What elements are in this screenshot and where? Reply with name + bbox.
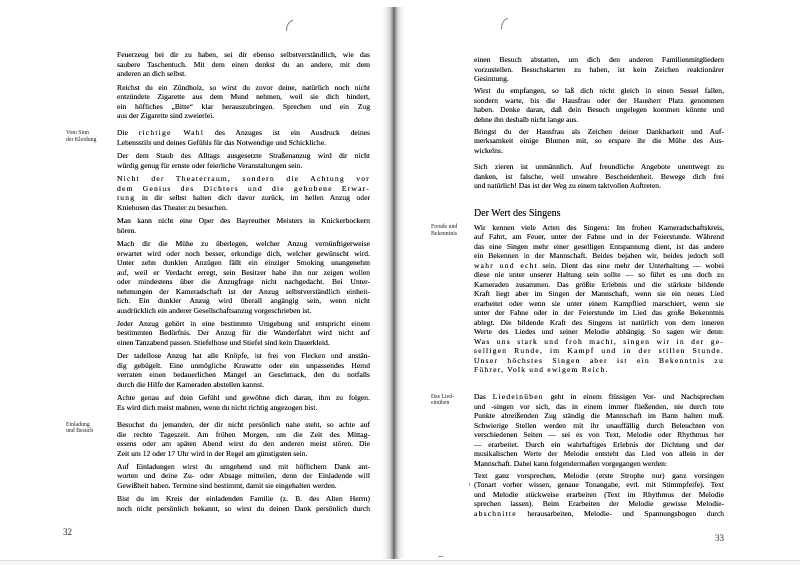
- text-line: einen Tanzabend passen. Stiefelhose und Stiefel sind kein Dauerkleid.: [117, 337, 330, 347]
- text-line: Lebensstils und deines Gefühls für das Notwendige und Schickliche.: [117, 137, 326, 147]
- text-line: vorzustellen. Besuchskarten zu haben, ist kein Zeichen reaktionärer: [474, 64, 724, 74]
- text-line: Auf Einladungen wirst du umgehend und mit höflichem Dank ant-: [117, 461, 370, 471]
- text-line: auf Fahrt, am Feuer, unter der Fahne und in der Feierstunde. Während: [474, 232, 724, 242]
- margin-note-line: Einladung: [66, 421, 90, 428]
- text-line: ein Bekennen in der Mannschaft. Beides bejahen wir, beides jedoch soll: [474, 251, 724, 261]
- text-line: verraten einen bedauerlichen Mangel an Geschmack, den du notfalls: [117, 370, 370, 380]
- text-line: haben. Denke daran, daß dein Besuch ungelegen kommen könnte und: [474, 105, 724, 115]
- text-line: Wirst du empfangen, so laß dich nicht gleich in einen Sessel fallen,: [474, 86, 724, 96]
- text-line: ausdrücklich ein anderer Gesellschaftsanzug vorgeschrieben ist.: [117, 305, 312, 315]
- scan-mark: [286, 20, 293, 31]
- text-segment: sein. Dient das eine mehr der Unterhaltung — wobei: [542, 260, 724, 270]
- text-line: ein höfliches „Bitte“ klar herauszubringen. Sprechen und ein Zug: [117, 101, 370, 111]
- text-line: nehmungen der Kameradschaft ist der Anzug selbstverständlich einheit-: [117, 286, 370, 296]
- text-line: Punkte abreißenden Zug ständig die Mannschaft im Bann halten muß.: [474, 411, 724, 421]
- text-line: essens oder am späten Abend wirst du den anderen meist stören. Die: [117, 439, 370, 449]
- text-line: Feuerzeug bei dir zu haben, sei dir ebenso selbstverständlich, wie das: [117, 50, 370, 60]
- text-line: Kniehosen das Theater zu besuchen.: [117, 202, 228, 212]
- text-line: merksamkeit einige Blumen mit, so erspare ihr die Mühe des Aus-: [474, 136, 724, 146]
- text-segment: herausarbeiten, Melodie- und Spannungsbogen durch: [527, 508, 724, 518]
- paragraph: [474, 471, 724, 519]
- text-line: Schwierige Stellen werden mit ihr unauffällig durch Beleuchten von: [474, 420, 724, 430]
- emphasized-text-line: Führer, Volk und ewigem Reich.: [474, 365, 609, 375]
- emphasized-text-line: Unser höchstes Singen aber ist ein Bekenntnis zu: [474, 355, 724, 365]
- paragraph: [474, 223, 724, 375]
- text-line: aus der Zigarette sind zweierlei.: [117, 111, 215, 121]
- scan-speck: [469, 483, 470, 486]
- margin-note-line: Bekenntnis: [431, 230, 458, 237]
- text-line: dig gebügelt. Eine unmögliche Krawatte oder ein unpassendes Hemd: [117, 360, 370, 370]
- right-page: [396, 0, 800, 565]
- paragraph: [117, 50, 370, 79]
- text-segment: in dir selbst halten dich davor zurück, im hellen Anzug oder: [141, 193, 370, 203]
- emphasized-text-line: dem Genius des Dichters und die gehobene Erwar-: [117, 183, 370, 193]
- text-line: — erarbeitet. Durch ein wahrhaftiges Erlebnis der Dichtung und der: [474, 439, 724, 449]
- emphasized-text: wahr und echt: [474, 260, 538, 270]
- text-line: oder mindestens über die Anzugfrage nicht nachgedacht. Bei Unter-: [117, 277, 370, 287]
- paragraph: [474, 55, 724, 84]
- text-line: entzündete Zigarette aus dem Mund nehmen, weil sie dich hindert,: [117, 92, 370, 102]
- text-line: Kraft liegt aber im Singen der Mannschaft, wenn sie ein neues Lied: [474, 289, 724, 299]
- text-line: die rechte Tageszeit. Am frühen Morgen, um die Zeit des Mittag-: [117, 429, 370, 439]
- text-line: Wir kennen viele Arten des Singens: Im frohen Kameradschaftskreis,: [474, 222, 724, 232]
- page-number: 33: [715, 533, 724, 543]
- text-line: [474, 392, 724, 402]
- text-line: hören.: [117, 225, 137, 235]
- paragraph: [117, 420, 370, 458]
- paragraph: [117, 393, 370, 412]
- margin-note-vom-sinn-der-kleidung: [66, 130, 96, 143]
- margin-note-freude-und-bekenntnis: [431, 224, 457, 237]
- text-line: Jeder Anzug gehört in eine bestimmte Umgebung und entspricht einem: [117, 318, 370, 328]
- paragraph: [117, 319, 370, 348]
- text-line: worten und deine Zu- oder Absage mitteilen, denn der Einladende will: [117, 471, 370, 481]
- text-line: Mach dir die Mühe zu überlegen, welcher Anzug vernünftigerweise: [117, 239, 370, 249]
- paragraph: [117, 174, 370, 212]
- paragraph: [474, 127, 724, 156]
- text-segment: Das: [474, 392, 486, 402]
- text-line: auf, weil er Verdacht erregt, sein Besitzer habe ihn nur zeigen wollen: [117, 267, 370, 277]
- text-line: erwartet wird oder noch besser, erkundige dich, welcher gewünscht wird.: [117, 248, 370, 258]
- text-line: ablegt. Die bildende Kraft des Singens ist natürlich von dem inneren: [474, 317, 724, 327]
- paragraph: [117, 128, 370, 147]
- text-line: Man kann nicht eine Oper des Bayreuther Meisters in Knickerbockern: [117, 216, 370, 226]
- paragraph: [474, 162, 724, 191]
- text-line: Es wird dich meist mahnen, wenn du nicht richtig angezogen bist.: [117, 402, 318, 412]
- text-line: [474, 261, 724, 271]
- text-line: Bist du im Kreis der einladenden Familie (z. B. des Alten Herrn): [117, 494, 370, 504]
- page-number: 32: [63, 527, 72, 537]
- text-line: [117, 128, 370, 138]
- paragraph: [117, 351, 370, 389]
- text-line: lich. Ein dunkler Anzug wird überall angängig sein, wenn nicht: [117, 296, 370, 306]
- text-line: einen Besuch abstatten, um dich den anderen Familienmitgliedern: [474, 55, 724, 65]
- book-gutter-shadow: [382, 7, 406, 559]
- text-line: Reichst du ein Zündholz, so wirst du zuvor deine, natürlich noch nicht: [117, 82, 370, 92]
- text-line: Sich zieren ist unmännlich. Auf freundliche Angebote unentwegt zu: [474, 162, 724, 172]
- paragraph: [117, 239, 370, 315]
- text-line: musikalischen Werte der Melodie entsteht das Lied von allein in der: [474, 449, 724, 459]
- text-line: Werte des Liedes und seiner Melodie abhängig. So sagen wir denn:: [474, 327, 724, 337]
- text-segment: geht in einem flüssigen Vor- und Nachsprechen: [550, 392, 724, 402]
- text-line: und -singen vor sich, das in einem immer fließenden, nie durch tote: [474, 401, 724, 411]
- text-line: Der dem Staub des Alltags ausgesetzte Straßenanzug wird dir nicht: [117, 151, 370, 161]
- scan-speck: [438, 556, 443, 557]
- text-line: erarbeitet oder wenn sie unter einem Kampflied marschiert, wenn sie: [474, 298, 724, 308]
- emphasized-text-line: Was uns stark und froh macht, singen wir in der ge-: [474, 336, 724, 346]
- paragraph: [117, 494, 370, 513]
- emphasized-text: tung: [117, 193, 136, 203]
- text-line: verschiedenen Seiten — sei es von Text, Melodie oder Rhythmus her: [474, 430, 724, 440]
- scan-mark: [501, 18, 508, 29]
- paragraph: [474, 392, 724, 468]
- text-line: diese nie unter unserer Haltung sein sollte — so führt es uns doch zu: [474, 270, 724, 280]
- margin-note-line: einüben: [431, 400, 450, 407]
- margin-note-das-liedeinueben: [431, 394, 454, 407]
- paragraph: [117, 216, 370, 235]
- margin-note-line: Das Lied-: [431, 393, 455, 400]
- text-line: Unter zehn dunklen Anzügen fällt ein einziger Smoking unangenehm: [117, 258, 370, 268]
- text-line: Gesinnung.: [474, 74, 509, 84]
- emphasized-text: abschnitte: [474, 508, 517, 518]
- text-line: Der tadellose Anzug hat alle Knöpfe, ist frei von Flecken und anstän-: [117, 351, 370, 361]
- text-line: wickelns.: [474, 145, 503, 155]
- text-line: (Tonart vorher wissen, genaue Tonangabe, evtl. mit Stimmpfeife). Text: [474, 480, 724, 490]
- text-line: Achte genau auf dein Gefühl und gewöhne dich daran, ihm zu folgen.: [117, 393, 370, 403]
- emphasized-text: Liedeinüben: [492, 392, 544, 402]
- emphasized-text-line: Nicht der Theaterraum, sondern die Achtung vor: [117, 174, 370, 184]
- text-line: Mannschaft. Dabei kann folgendermaßen vorgegangen werden:: [474, 458, 668, 468]
- text-line: Besuchst du jemanden, der dir nicht persönlich nahe steht, so achte auf: [117, 420, 370, 430]
- text-line: danken, ist falsche, weil unwahre Bescheidenheit. Bewege dich frei: [474, 171, 724, 181]
- text-line: durch die Hilfe der Kameraden abstellen kannst.: [117, 379, 264, 389]
- text-segment: Die: [117, 128, 128, 138]
- text-line: Bringst du der Hausfrau als Zeichen deiner Dankbarkeit und Auf-: [474, 126, 724, 136]
- text-line: Text ganz vorsprechen, Melodie (erste Strophe nur) ganz vorsingen: [474, 470, 724, 480]
- text-line: [117, 193, 370, 203]
- margin-note-einladung-und-besuch: [66, 422, 93, 435]
- margin-note-line: der Kleidung: [66, 136, 97, 143]
- margin-note-line: Vom Sinn: [66, 130, 89, 136]
- text-line: noch nicht persönlich bekannt, so wirst du deinen Dank persönlich durch: [117, 503, 370, 513]
- text-line: und Melodie stückweise erarbeiten (Text im Rhythmus der Melodie: [474, 489, 724, 499]
- scan-bottom-edge: [0, 560, 800, 565]
- left-page: [0, 0, 392, 565]
- paragraph: [117, 83, 370, 121]
- margin-note-line: Freude und: [431, 224, 458, 230]
- text-line: [474, 509, 724, 519]
- text-segment: des Anzuges ist ein Ausdruck deines: [214, 128, 371, 138]
- text-line: anderen an dich selbst.: [117, 69, 187, 79]
- text-line: und natürlich! Das ist der Weg zu einem taktvollen Auftreten.: [474, 181, 661, 191]
- emphasized-text: richtige Wahl: [138, 128, 205, 138]
- margin-note-line: und Besuch: [66, 428, 94, 435]
- text-line: würdig genug für ernste oder feierliche Veranstaltungen sein.: [117, 160, 303, 170]
- paragraph: [474, 86, 724, 124]
- paragraph: [117, 462, 370, 491]
- text-line: das eine Singen mehr einer geselligen Entspannung dient, ist das andere: [474, 241, 724, 251]
- text-line: bestimmten Bedürfnis. Der Anzug für die Wanderfahrt wird nicht auf: [117, 328, 370, 338]
- text-line: Kameraden zusammen. Das größte Erlebnis und die stärkste bildende: [474, 279, 724, 289]
- paragraph: [117, 151, 370, 170]
- text-line: sondern warte, bis die Hausfrau oder der Hausherr Platz genommen: [474, 95, 724, 105]
- text-line: unter der Fahne oder in der Feierstunde im Lied das große Bekenntnis: [474, 308, 724, 318]
- emphasized-text-line: selligen Runde, im Kampf und in der stillen Stunde.: [474, 346, 724, 356]
- text-line: dehne ihn deshalb nicht lange aus.: [474, 114, 579, 124]
- text-line: Zeit um 12 oder 17 Uhr wird in der Regel am günstigsten sein.: [117, 448, 308, 458]
- section-heading: Der Wert des Singens: [474, 208, 561, 219]
- text-line: saubere Taschentuch. Mit dem einen denkst du an andere, mit dem: [117, 59, 370, 69]
- text-line: sprechen lassen). Beim Erarbeiten der Melodie gewisse Melodie-: [474, 499, 724, 509]
- text-line: Gewißheit haben. Termine sind bestimmt, damit sie eingehalten werden.: [117, 480, 337, 490]
